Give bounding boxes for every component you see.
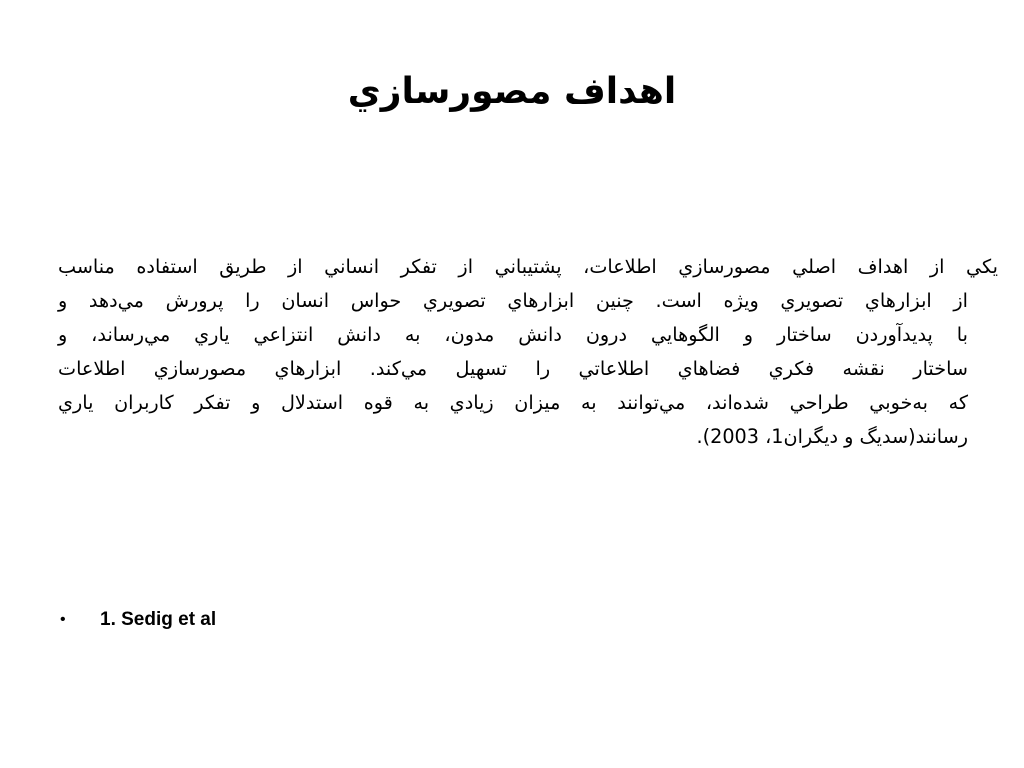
paragraph-line: ساختار نقشه فكري فضاهاي اطلاعاتي را تسهيل مي‌كند. ابزارهاي مصورسازي اطلاعات xyxy=(58,357,968,380)
paragraph-line: كه به‌خوبي طراحي شده‌اند، مي‌توانند به ميزان زيادي به قوه استدلال و تفكر كاربران ياري xyxy=(58,391,968,414)
bullet-icon: • xyxy=(60,611,66,628)
paragraph-line: با پديدآوردن ساختار و الگوهايي درون دانش مدون، به دانش انتزاعي ياري مي‌رساند، و xyxy=(58,323,968,346)
paragraph-line: رسانند(سديگ و ديگران1، 2003). xyxy=(696,425,968,448)
slide-title: اهداف مصورسازي xyxy=(347,71,677,112)
paragraph-line: يكي از اهداف اصلي مصورسازي اطلاعات، پشتيباني از تفكر انساني از طريق استفاده مناسب xyxy=(58,255,998,278)
body-paragraph xyxy=(58,250,998,454)
footnote xyxy=(60,606,216,634)
paragraph-line: از ابزارهاي تصويري ويژه است. چنين ابزارهاي تصويري حواس انسان را پرورش مي‌دهد و xyxy=(58,289,968,312)
footnote-reference: 1. Sedig et al xyxy=(100,609,217,630)
